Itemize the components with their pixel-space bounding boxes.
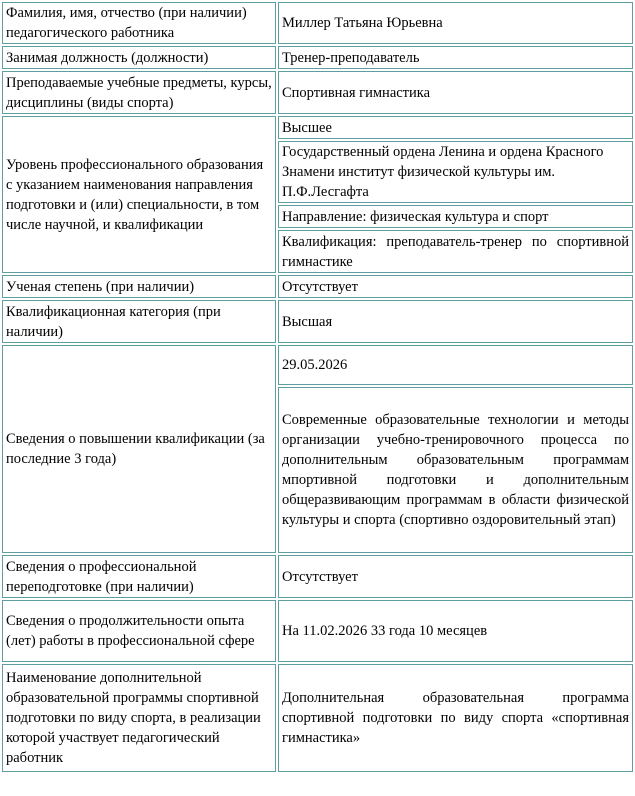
retraining-label: Сведения о профессиональной переподготовке (при наличии) [2, 555, 276, 598]
category-value: Высшая [278, 300, 633, 343]
table-row [2, 275, 633, 298]
table-row [2, 2, 633, 44]
education-qualification: Квалификация: преподаватель-тренер по спортивной гимнастике [278, 230, 633, 273]
fio-label: Фамилия, имя, отчество (при наличии) педагогического работника [2, 2, 276, 44]
position-value: Тренер-преподаватель [278, 46, 633, 69]
table-row [2, 555, 633, 598]
education-institution: Государственный ордена Ленина и ордена Красного Знамени институт физической культуры им. П.Ф.Лесгафта [278, 141, 633, 203]
subjects-label: Преподаваемые учебные предметы, курсы, дисциплины (виды спорта) [2, 71, 276, 114]
experience-value: На 11.02.2026 33 года 10 месяцев [278, 600, 633, 662]
table-row [2, 71, 633, 114]
degree-value: Отсутствует [278, 275, 633, 298]
table-row [2, 664, 633, 772]
education-label: Уровень профессионального образования с указанием наименования направления подготовки и (или) специальности, в том числе научной, и квалификации [2, 116, 276, 273]
degree-label: Ученая степень (при наличии) [2, 275, 276, 298]
fio-value: Миллер Татьяна Юрьевна [278, 2, 633, 44]
position-label: Занимая должность (должности) [2, 46, 276, 69]
training-label: Сведения о повышении квалификации (за последние 3 года) [2, 345, 276, 553]
table-row [2, 46, 633, 69]
program-value: Дополнительная образовательная программа спортивной подготовки по виду спорта «спортивная гимнастика» [278, 664, 633, 772]
table-row [2, 345, 633, 385]
education-level: Высшее [278, 116, 633, 139]
experience-label: Сведения о продолжительности опыта (лет) работы в профессиональной сфере [2, 600, 276, 662]
program-label: Наименование дополнительной образовательной программы спортивной подготовки по виду спорта, в реализации которой участвует педагогический работник [2, 664, 276, 772]
table-row [2, 600, 633, 662]
training-course: Современные образовательные технологии и методы организации учебно-тренировочного процесса по дополнительным образовательным программам мпортивной подготовки и дополнительным общеразвивающим программам в области физической культуры и спорта (спортивно оздоровительный этап) [278, 387, 633, 553]
training-date: 29.05.2026 [278, 345, 633, 385]
education-direction: Направление: физическая культура и спорт [278, 205, 633, 228]
category-label: Квалификационная категория (при наличии) [2, 300, 276, 343]
subjects-value: Спортивная гимнастика [278, 71, 633, 114]
table-row [2, 116, 633, 139]
table-row [2, 300, 633, 343]
retraining-value: Отсутствует [278, 555, 633, 598]
